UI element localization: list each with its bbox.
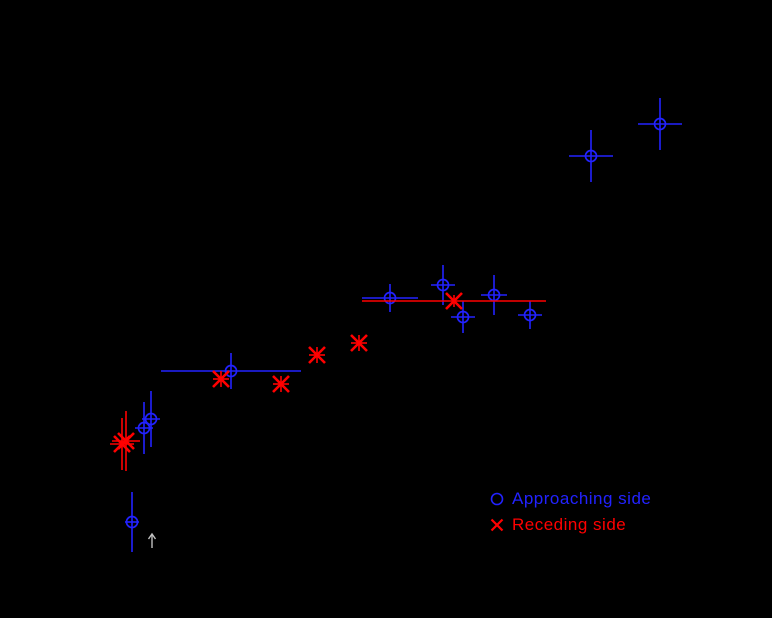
- legend-circle-icon: [484, 486, 510, 512]
- legend-item-receding: [484, 512, 714, 538]
- data-point: [309, 347, 325, 363]
- data-point: [213, 371, 229, 387]
- data-point: [273, 376, 289, 392]
- legend-label-receding: Receding side: [512, 515, 627, 534]
- chart-legend: [484, 486, 714, 544]
- legend-item-approaching: [484, 486, 714, 512]
- data-point: [351, 335, 367, 351]
- legend-cross-icon: [484, 512, 510, 538]
- legend-label-approaching: Approaching side: [512, 489, 652, 508]
